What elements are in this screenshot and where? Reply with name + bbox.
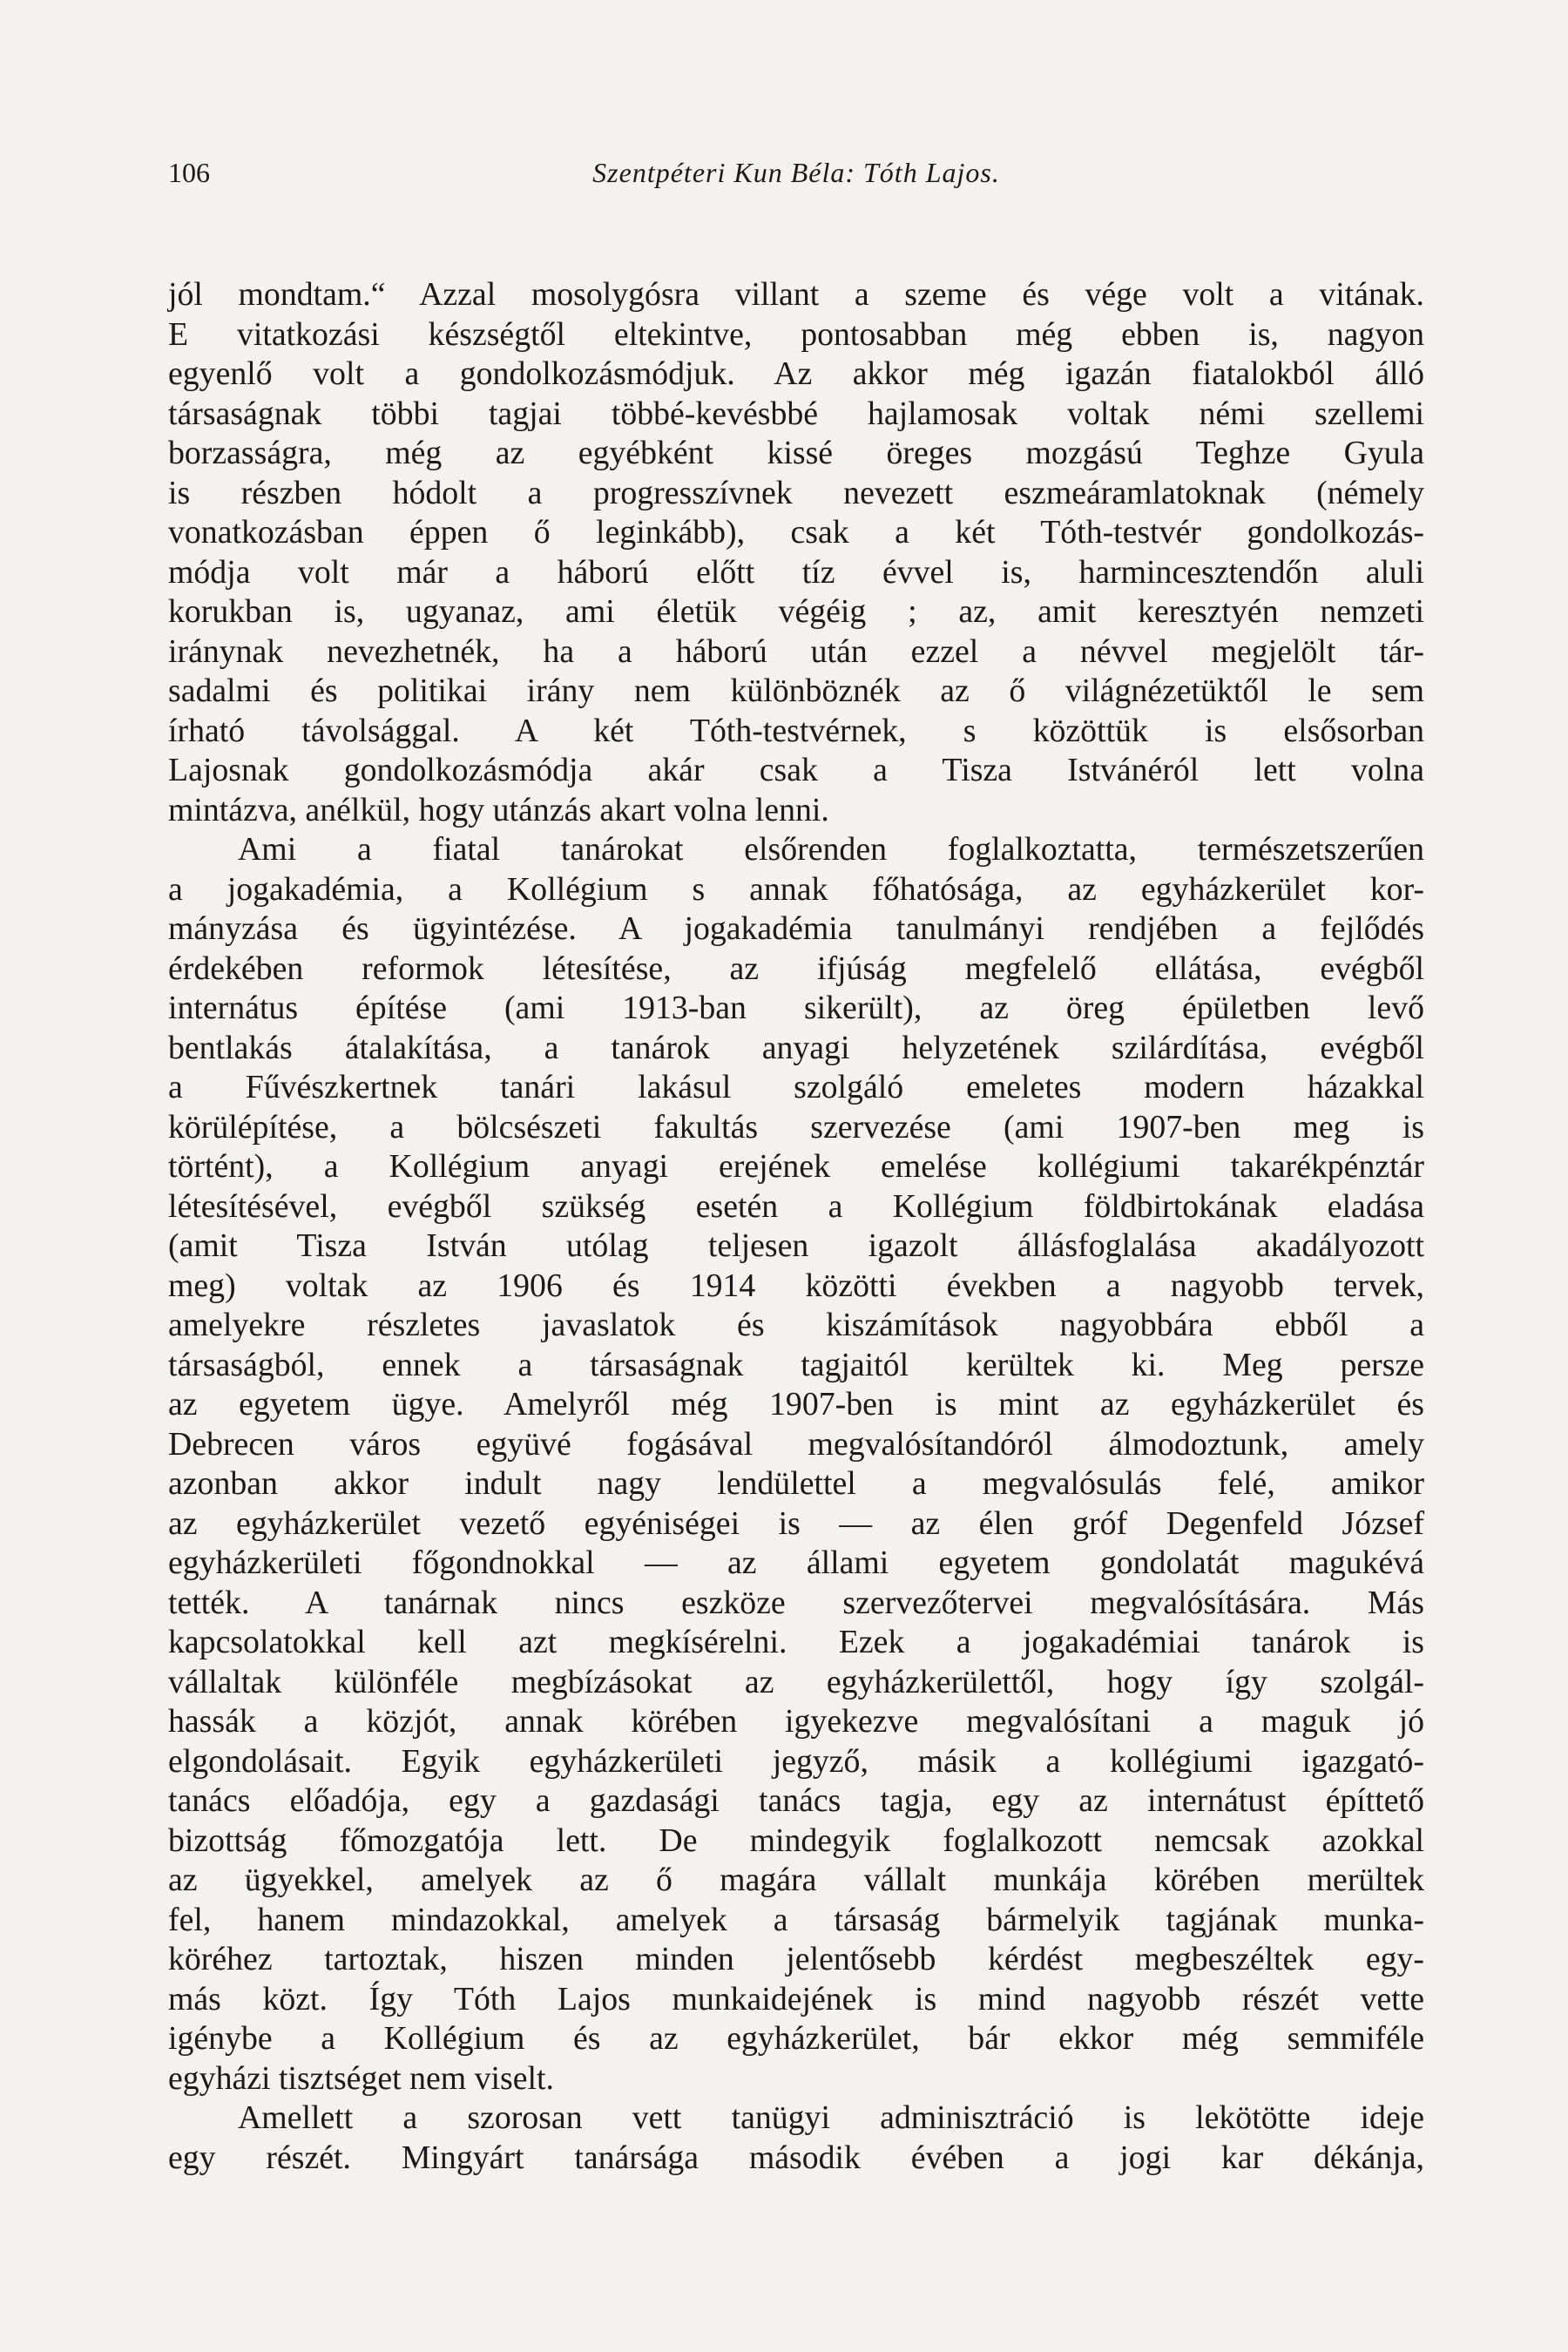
text-line: más közt. Így Tóth Lajos munkaidejének is mind nagyobb részét vette bbox=[168, 1980, 1424, 2017]
text-line: köréhez tartoztak, hiszen minden jelentősebb kérdést megbeszéltek egy- bbox=[168, 1941, 1424, 1977]
text-line: egy részét. Mingyárt tanársága második évében a jogi kar dékánja, bbox=[168, 2139, 1424, 2176]
text-line: a jogakadémia, a Kollégium s annak főhatósága, az egyházkerület kor- bbox=[168, 870, 1424, 908]
text-line: Debrecen város együvé fogásával megvalósítandóról álmodoztunk, amely bbox=[168, 1425, 1424, 1463]
text-line: egyházkerületi főgondnokkal — az állami egyetem gondolatát magukévá bbox=[168, 1544, 1424, 1581]
text-line: igénybe a Kollégium és az egyházkerület, bár ekkor még semmiféle bbox=[168, 2020, 1424, 2057]
text-line: egyenlő volt a gondolkozásmódjuk. Az akkor még igazán fiatalokból álló bbox=[168, 355, 1424, 392]
text-line: az egyetem ügye. Amelyről még 1907-ben is mint az egyházkerület és bbox=[168, 1386, 1424, 1423]
text-line: az egyházkerület vezető egyéniségei is — az élen gróf Degenfeld József bbox=[168, 1504, 1424, 1542]
text-line: borzasságra, még az egyébként kissé öreges mozgású Teghze Gyula bbox=[168, 435, 1424, 471]
text-line: Amellett a szorosan vett tanügyi adminisztráció is lekötötte ideje bbox=[238, 2099, 1424, 2136]
running-title: Szentpéteri Kun Béla: Tóth Lajos. bbox=[592, 157, 1000, 188]
text-line: kapcsolatokkal kell azt megkísérelni. Ezek a jogakadémiai tanárok is bbox=[168, 1624, 1424, 1660]
text-line: létesítésével, evégből szükség esetén a Kollégium földbirtokának eladása bbox=[168, 1187, 1424, 1225]
text-line: a Fűvészkertnek tanári lakásul szolgáló emeletes modern házakkal bbox=[168, 1069, 1424, 1105]
text-line: az ügyekkel, amelyek az ő magára vállalt munkája körében merültek bbox=[168, 1862, 1424, 1898]
text-line: azonban akkor indult nagy lendülettel a megvalósulás felé, amikor bbox=[168, 1465, 1424, 1502]
text-line: történt), a Kollégium anyagi erejének emelése kollégiumi takarékpénztár bbox=[168, 1148, 1424, 1185]
text-line: tették. A tanárnak nincs eszköze szervezőtervei megvalósítására. Más bbox=[168, 1584, 1424, 1621]
text-line: mintázva, anélkül, hogy utánzás akart volna lenni. bbox=[168, 791, 829, 828]
text-line: társaságnak többi tagjai többé-kevésbbé hajlamosak voltak némi szellemi bbox=[168, 395, 1424, 432]
text-line: bizottság főmozgatója lett. De mindegyik foglalkozott nemcsak azokkal bbox=[168, 1821, 1424, 1859]
text-line: vonatkozásban éppen ő leginkább), csak a két Tóth-testvér gondolkozás- bbox=[168, 514, 1424, 551]
text-line: is részben hódolt a progresszívnek nevezett eszmeáramlatoknak (némely bbox=[168, 474, 1424, 511]
text-line: fel, hanem mindazokkal, amelyek a társaság bármelyik tagjának munka- bbox=[168, 1901, 1424, 1938]
page-header bbox=[168, 152, 1424, 204]
text-line: bentlakás átalakítása, a tanárok anyagi helyzetének szilárdítása, evégből bbox=[168, 1029, 1424, 1066]
page-number: 106 bbox=[168, 157, 210, 188]
body-text bbox=[168, 275, 1424, 2178]
text-line: Lajosnak gondolkozásmódja akár csak a Tisza Istvánéról lett volna bbox=[168, 752, 1424, 788]
text-line: iránynak nevezhetnék, ha a háború után ezzel a névvel megjelölt tár- bbox=[168, 632, 1424, 670]
text-line: mányzása és ügyintézése. A jogakadémia tanulmányi rendjében a fejlődés bbox=[168, 910, 1424, 947]
text-line: írható távolsággal. A két Tóth-testvérnek, s közöttük is elsősorban bbox=[168, 712, 1424, 749]
text-line: elgondolásait. Egyik egyházkerületi jegyző, másik a kollégiumi igazgató- bbox=[168, 1742, 1424, 1780]
text-line: hassák a közjót, annak körében igyekezve megvalósítani a maguk jó bbox=[168, 1703, 1424, 1740]
text-line: E vitatkozási készségtől eltekintve, pontosabban még ebben is, nagyon bbox=[168, 315, 1424, 353]
text-line: (amit Tisza István utólag teljesen igazolt állásfoglalása akadályozott bbox=[168, 1227, 1424, 1264]
text-line: körülépítése, a bölcsészeti fakultás szervezése (ami 1907-ben meg is bbox=[168, 1108, 1424, 1146]
text-line: Ami a fiatal tanárokat elsőrenden foglalkoztatta, természetszerűen bbox=[238, 831, 1424, 868]
text-line: meg) voltak az 1906 és 1914 közötti években a nagyobb tervek, bbox=[168, 1267, 1424, 1304]
text-line: tanács előadója, egy a gazdasági tanács tagja, egy az internátust építtető bbox=[168, 1782, 1424, 1819]
text-line: társaságból, ennek a társaságnak tagjaitól kerültek ki. Meg persze bbox=[168, 1346, 1424, 1383]
text-line: egyházi tisztséget nem viselt. bbox=[168, 2059, 554, 2097]
text-line: vállaltak különféle megbízásokat az egyházkerülettől, hogy így szolgál- bbox=[168, 1663, 1424, 1700]
text-line: korukban is, ugyanaz, ami életük végéig ; az, amit keresztyén nemzeti bbox=[168, 593, 1424, 630]
text-line: érdekében reformok létesítése, az ifjúság megfelelő ellátása, evégből bbox=[168, 950, 1424, 987]
text-line: internátus építése (ami 1913-ban sikerült), az öreg épületben levő bbox=[168, 990, 1424, 1026]
text-line: sadalmi és politikai irány nem különböznék az ő világnézetüktől le sem bbox=[168, 672, 1424, 709]
text-line: amelyekre részletes javaslatok és kiszámítások nagyobbára ebből a bbox=[168, 1307, 1424, 1343]
text-line: jól mondtam.“ Azzal mosolygósra villant a szeme és vége volt a vitának. bbox=[168, 276, 1424, 313]
text-line: módja volt már a háború előtt tíz évvel is, harmincesztendőn aluli bbox=[168, 553, 1424, 591]
